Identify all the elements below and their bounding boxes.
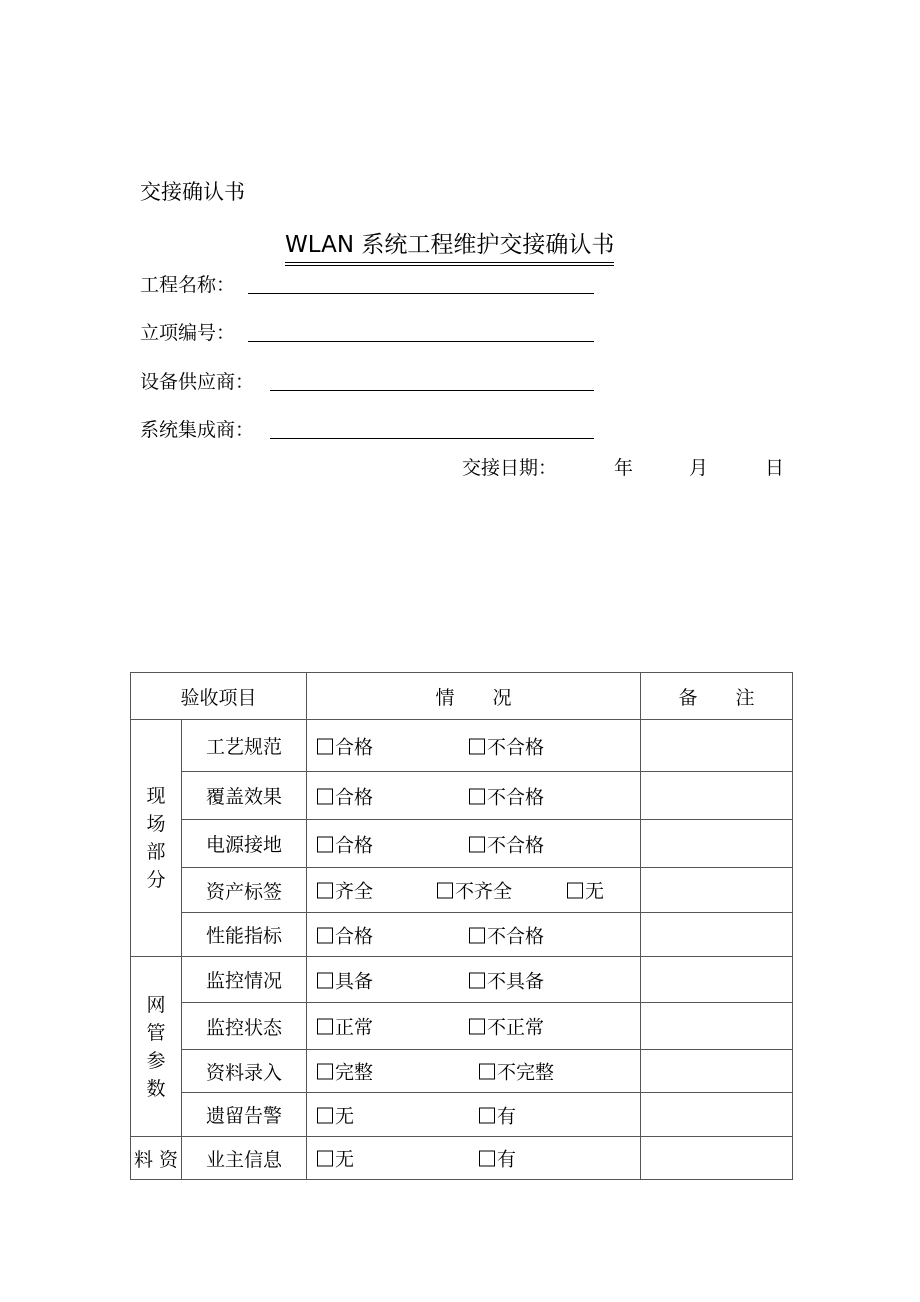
status-option[interactable] (317, 1058, 373, 1085)
status-option[interactable] (317, 1145, 354, 1172)
option-label: 不齐全 (455, 880, 513, 903)
table-row (131, 1137, 793, 1180)
status-option[interactable] (317, 732, 373, 759)
checkbox-icon[interactable] (317, 1064, 333, 1080)
document-title: WLAN 系统工程维护交接确认书 (285, 226, 614, 266)
checkbox-icon[interactable] (469, 972, 485, 988)
status-option[interactable] (469, 966, 544, 993)
supplier-field[interactable] (270, 390, 594, 391)
status-options (307, 1137, 641, 1180)
status-option[interactable] (479, 1145, 516, 1172)
option-label: 合格 (335, 834, 374, 856)
status-options (307, 868, 641, 913)
option-label: 不合格 (487, 736, 545, 758)
project-name-label: 工程名称： (140, 274, 236, 296)
integrator-field[interactable] (270, 438, 594, 439)
table-row (131, 1093, 793, 1137)
checkbox-icon[interactable] (479, 1107, 495, 1123)
item-label: 覆盖效果 (182, 772, 307, 820)
status-options (307, 720, 641, 772)
group-label: 现场部分 (131, 720, 182, 957)
header-item: 验收项目 (131, 673, 307, 720)
item-label: 监控情况 (182, 957, 307, 1003)
option-label: 无 (335, 1105, 355, 1127)
table-row (131, 957, 793, 1003)
option-label: 不合格 (487, 834, 545, 856)
table-row (131, 820, 793, 868)
checkbox-icon[interactable] (469, 1019, 485, 1035)
status-option[interactable] (567, 877, 604, 904)
checkbox-icon[interactable] (567, 883, 583, 899)
remarks-cell[interactable] (641, 1003, 793, 1050)
integrator-label: 系统集成商： (140, 419, 255, 441)
table-header-row (131, 673, 793, 720)
status-option[interactable] (469, 921, 544, 948)
status-option[interactable] (469, 830, 544, 857)
status-option[interactable] (479, 1101, 516, 1128)
remarks-cell[interactable] (641, 1137, 793, 1180)
status-option[interactable] (317, 877, 373, 904)
status-options (307, 1093, 641, 1137)
remarks-cell[interactable] (641, 1050, 793, 1093)
status-option[interactable] (479, 1058, 554, 1085)
status-options (307, 957, 641, 1003)
acceptance-table (130, 672, 793, 1180)
checkbox-icon[interactable] (317, 738, 333, 754)
remarks-cell[interactable] (641, 772, 793, 820)
project-number-label: 立项编号： (140, 322, 236, 344)
option-label: 合格 (335, 925, 374, 947)
group-label: 料 资 (131, 1137, 182, 1180)
project-number-field[interactable] (248, 341, 594, 342)
option-label: 合格 (335, 786, 374, 808)
table-row (131, 913, 793, 957)
item-label: 监控状态 (182, 1003, 307, 1050)
status-options (307, 820, 641, 868)
checkbox-icon[interactable] (317, 788, 333, 804)
checkbox-icon[interactable] (469, 927, 485, 943)
option-label: 合格 (335, 736, 374, 758)
table-row (131, 720, 793, 772)
option-label: 有 (497, 1148, 517, 1171)
option-label: 不合格 (487, 786, 545, 808)
status-options (307, 1003, 641, 1050)
status-option[interactable] (317, 921, 373, 948)
remarks-cell[interactable] (641, 868, 793, 913)
checkbox-icon[interactable] (437, 883, 453, 899)
remarks-cell[interactable] (641, 913, 793, 957)
group-label: 网管参数 (131, 957, 182, 1137)
status-options (307, 913, 641, 957)
checkbox-icon[interactable] (479, 1064, 495, 1080)
option-label: 无 (335, 1148, 355, 1171)
status-option[interactable] (469, 782, 544, 809)
project-name-field[interactable] (248, 293, 594, 294)
option-label: 正常 (335, 1016, 374, 1039)
option-label: 不正常 (487, 1016, 545, 1039)
item-label: 性能指标 (182, 913, 307, 957)
item-label: 遗留告警 (182, 1093, 307, 1137)
status-options (307, 1050, 641, 1093)
checkbox-icon[interactable] (317, 883, 333, 899)
checkbox-icon[interactable] (317, 836, 333, 852)
table-row (131, 868, 793, 913)
status-option[interactable] (317, 966, 373, 993)
item-label: 资料录入 (182, 1050, 307, 1093)
date-month: 月 (689, 457, 709, 479)
status-options (307, 772, 641, 820)
option-label: 不完整 (497, 1061, 555, 1084)
remarks-cell[interactable] (641, 820, 793, 868)
option-label: 具备 (335, 970, 374, 992)
remarks-cell[interactable] (641, 1093, 793, 1137)
status-option[interactable] (469, 732, 544, 759)
item-label: 工艺规范 (182, 720, 307, 772)
document-heading: 交接确认书 (140, 180, 245, 204)
header-status: 情 况 (307, 673, 641, 720)
status-option[interactable] (317, 1101, 354, 1128)
checkbox-icon[interactable] (469, 738, 485, 754)
checkbox-icon[interactable] (469, 788, 485, 804)
checkbox-icon[interactable] (317, 972, 333, 988)
remarks-cell[interactable] (641, 957, 793, 1003)
checkbox-icon[interactable] (317, 927, 333, 943)
option-label: 齐全 (335, 880, 374, 903)
item-label: 电源接地 (182, 820, 307, 868)
option-label: 有 (497, 1105, 517, 1127)
checkbox-icon[interactable] (317, 1019, 333, 1035)
checkbox-icon[interactable] (479, 1151, 495, 1167)
date-label: 交接日期： (462, 457, 558, 479)
status-option[interactable] (317, 830, 373, 857)
option-label: 不具备 (487, 970, 545, 992)
item-label: 资产标签 (182, 868, 307, 913)
header-remarks: 备 注 (641, 673, 793, 720)
checkbox-icon[interactable] (469, 836, 485, 852)
checkbox-icon[interactable] (317, 1151, 333, 1167)
table-row (131, 772, 793, 820)
option-label: 无 (585, 880, 605, 903)
status-option[interactable] (317, 1013, 373, 1040)
date-year: 年 (614, 457, 634, 479)
supplier-label: 设备供应商： (140, 371, 255, 393)
date-day: 日 (765, 457, 785, 479)
item-label: 业主信息 (182, 1137, 307, 1180)
option-label: 不合格 (487, 925, 545, 947)
status-option[interactable] (437, 877, 512, 904)
checkbox-icon[interactable] (317, 1107, 333, 1123)
remarks-cell[interactable] (641, 720, 793, 772)
status-option[interactable] (469, 1013, 544, 1040)
option-label: 完整 (335, 1061, 374, 1084)
table-row (131, 1050, 793, 1093)
status-option[interactable] (317, 782, 373, 809)
table-row (131, 1003, 793, 1050)
